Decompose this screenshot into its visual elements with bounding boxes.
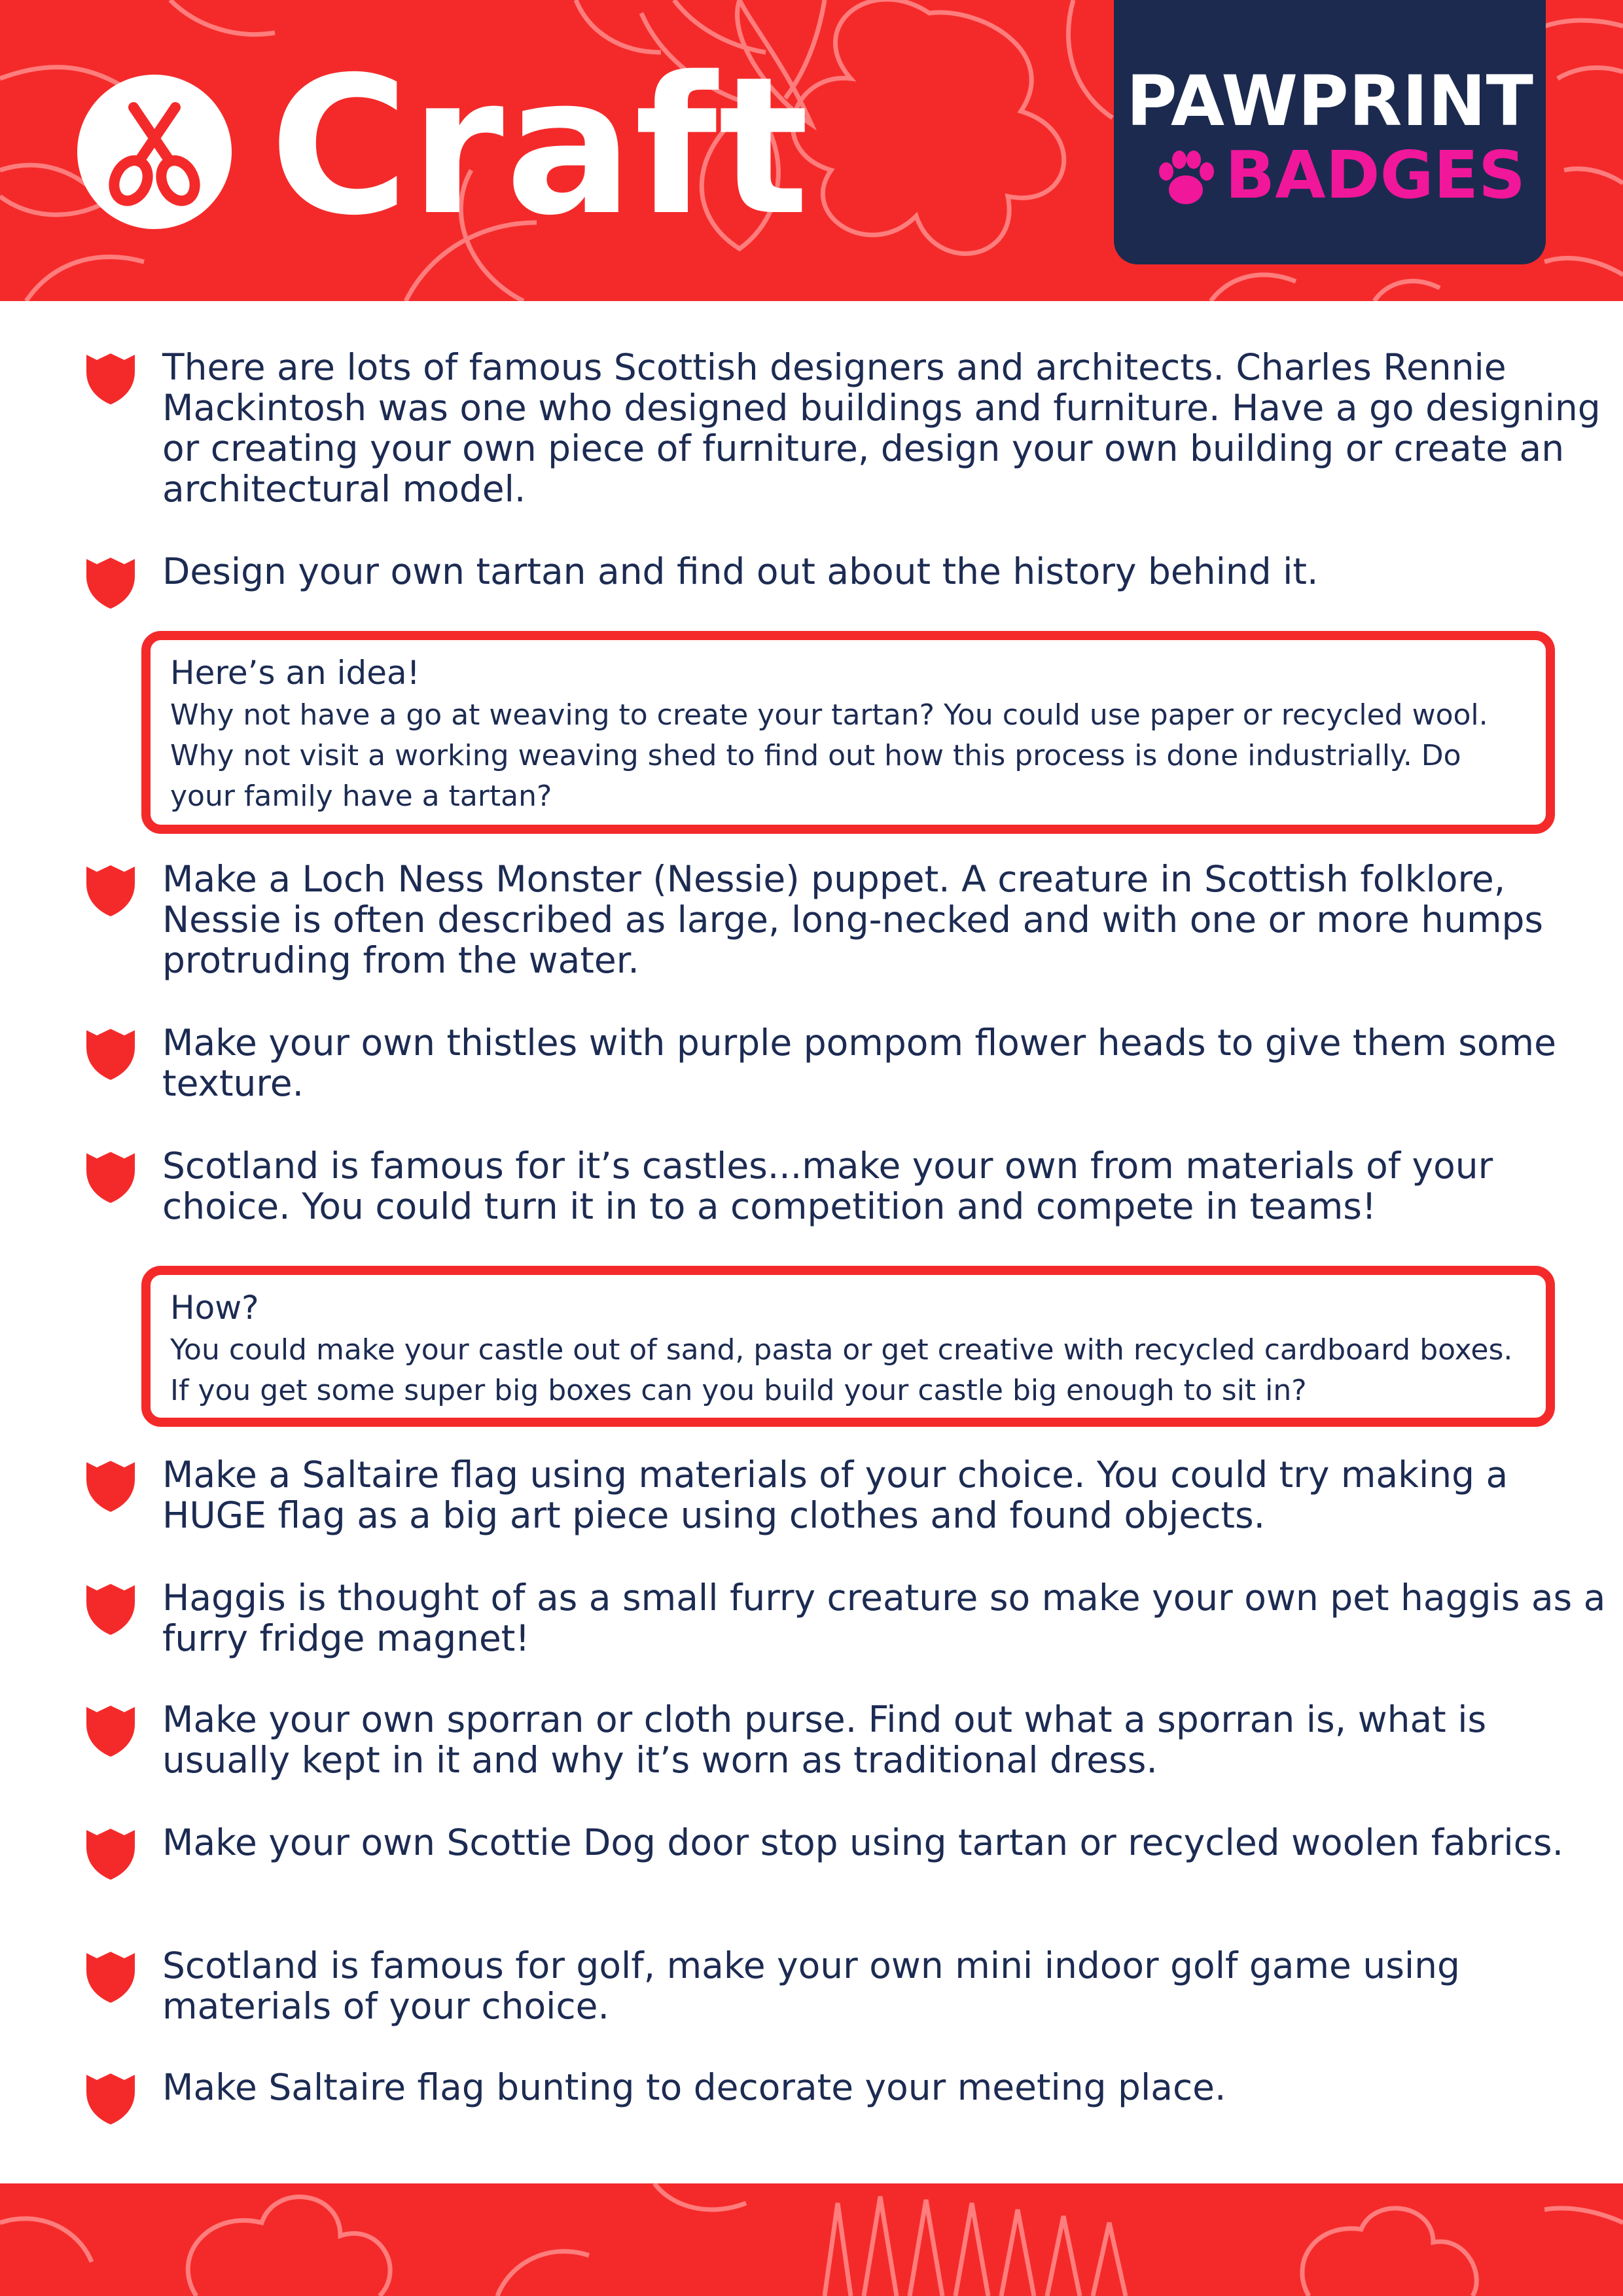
shield-icon (85, 864, 136, 918)
shield-icon (85, 1950, 136, 2004)
how-box-text: You could make your castle out of sand, pasta or get creative with recycled cardboard boxes. If you get some super big boxes can you build your castle big enough to sit in? (170, 1333, 1513, 1407)
list-item-text: Make a Saltaire flag using materials of your choice. You could try making a HUGE flag as a big art piece using clothes and found objects. (162, 1454, 1508, 1536)
floral-pattern (0, 2183, 1623, 2296)
shield-icon (85, 2072, 136, 2126)
header-banner (0, 0, 1623, 301)
shield-icon (85, 1028, 136, 1081)
brand-name-top: PAWPRINT (1126, 61, 1533, 141)
page-title: Craft (270, 37, 811, 257)
footer-banner (0, 2183, 1623, 2296)
idea-box-title: Here’s an idea! (170, 654, 420, 692)
paw-icon (1153, 145, 1219, 211)
list-item-text: Make your own sporran or cloth purse. Find out what a sporran is, what is usually kept in it and why it’s worn as traditional dress. (162, 1698, 1487, 1781)
list-item-text: Scotland is famous for it’s castles...make your own from materials of your choice. You could turn it in to a competition and compete in teams! (162, 1145, 1493, 1227)
shield-icon (85, 352, 136, 406)
brand-name-bottom: BADGES (1225, 137, 1526, 213)
idea-box-text: Why not have a go at weaving to create your tartan? You could use paper or recycled wool. Why not visit a working weaving shed to find out how this process is done industrially. Do your family have a tartan? (170, 698, 1488, 813)
list-item-text: There are lots of famous Scottish designers and architects. Charles Rennie Mackintosh was one who designed buildings and furniture. Have a go designing or creating your own piece of furniture, design your own building or create an architectural model. (162, 346, 1601, 510)
list-item-text: Scotland is famous for golf, make your own mini indoor golf game using materials of your choice. (162, 1945, 1460, 2027)
scissors-icon (77, 75, 232, 229)
how-box-title: How? (170, 1289, 259, 1327)
shield-icon (85, 1151, 136, 1204)
list-item-text: Make your own Scottie Dog door stop using tartan or recycled woolen fabrics. (162, 1821, 1564, 1863)
list-item-text: Make Saltaire flag bunting to decorate your meeting place. (162, 2066, 1226, 2108)
pawprint-badges-logo (1114, 0, 1546, 264)
craft-logo (77, 75, 232, 229)
list-item-text: Design your own tartan and find out about the history behind it. (162, 550, 1319, 592)
how-box (141, 1266, 1555, 1427)
list-item-text: Make your own thistles with purple pompom flower heads to give them some texture. (162, 1022, 1556, 1104)
list-item-text: Haggis is thought of as a small furry creature so make your own pet haggis as a furry fridge magnet! (162, 1577, 1606, 1659)
shield-icon (85, 1460, 136, 1513)
idea-box (141, 631, 1555, 834)
shield-icon (85, 1704, 136, 1758)
list-item-text: Make a Loch Ness Monster (Nessie) puppet. A creature in Scottish folklore, Nessie is often described as large, long-necked and with one or more humps protruding from the water. (162, 858, 1544, 981)
shield-icon (85, 1583, 136, 1636)
shield-icon (85, 556, 136, 610)
shield-icon (85, 1827, 136, 1881)
